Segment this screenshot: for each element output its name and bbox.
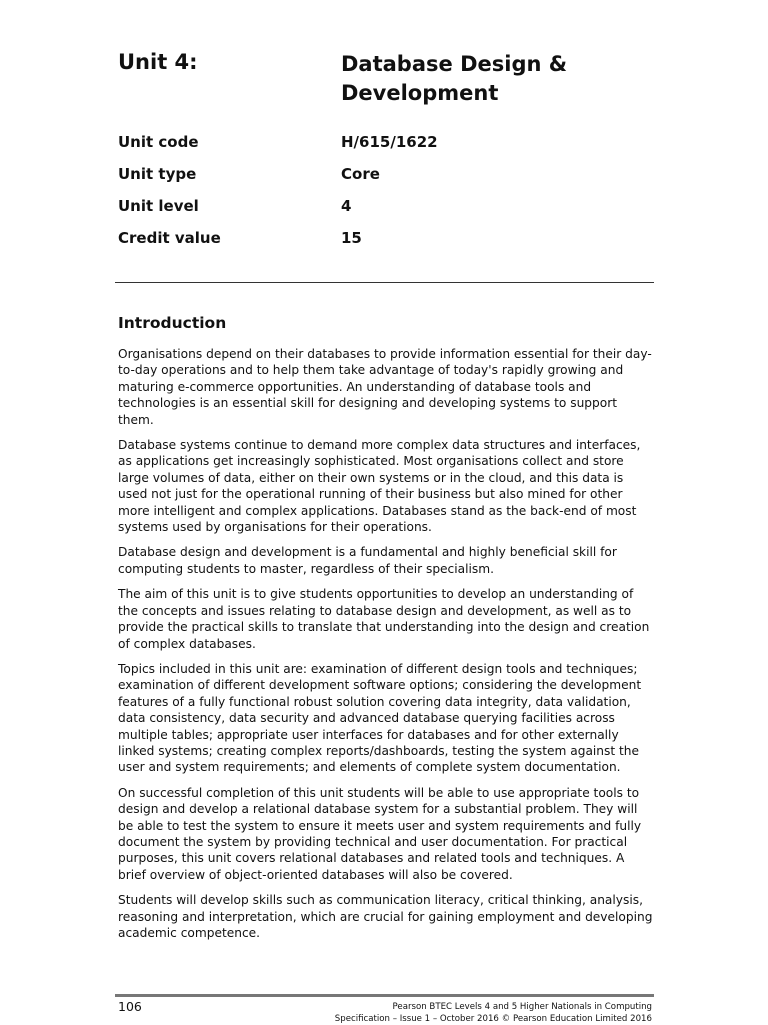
paragraph: Database systems continue to demand more complex data structures and interfaces, as applications get increasingly sophisticated. Most organisations collect and store large volumes of data, either on their own systems or in the cloud, and this data is used not just for the operational running of their business but also mined for other more intelligent and complex applications. Databases stand as the back-end of most systems used by organisations for their operations. bbox=[118, 438, 641, 535]
meta-value: Core bbox=[341, 165, 380, 183]
meta-value: H/615/1622 bbox=[341, 133, 438, 151]
footer-line-1: Pearson BTEC Levels 4 and 5 Higher Nationals in Computing bbox=[392, 1002, 652, 1012]
paragraph: Database design and development is a fundamental and highly beneficial skill for computing students to master, regardless of their specialism. bbox=[118, 545, 617, 576]
paragraph: Students will develop skills such as communication literacy, critical thinking, analysis, reasoning and interpretation, which are crucial for gaining employment and developing academic competence. bbox=[118, 893, 653, 940]
meta-value: 4 bbox=[341, 197, 352, 215]
meta-row-credit-value bbox=[118, 229, 678, 253]
meta-value: 15 bbox=[341, 229, 362, 247]
paragraph: Organisations depend on their databases to provide information essential for their day-to-day operations and to help them take advantage of today's rapidly growing and maturing e-commerce opportunities. An understanding of database tools and technologies is an essential skill for designing and developing systems to support them. bbox=[118, 347, 652, 427]
meta-row-unit-type bbox=[118, 165, 678, 189]
unit-title-heading: Database Design & Development bbox=[341, 52, 568, 105]
meta-row-unit-code bbox=[118, 133, 678, 157]
footer-divider bbox=[115, 994, 654, 997]
footer-line-2: Specification – Issue 1 – October 2016 © Pearson Education Limited 2016 bbox=[334, 1014, 652, 1024]
meta-row-unit-level bbox=[118, 197, 678, 221]
meta-key: Unit level bbox=[118, 197, 199, 215]
paragraph: The aim of this unit is to give students opportunities to develop an understanding of the concepts and issues relating to database design and development, as well as to provide the practical skills to translate that understanding into the design and creation of complex databases. bbox=[118, 587, 650, 651]
meta-key: Unit code bbox=[118, 133, 199, 151]
page-number: 106 bbox=[118, 999, 142, 1014]
introduction-heading: Introduction bbox=[118, 314, 227, 332]
paragraph: Topics included in this unit are: examination of different design tools and techniques; examination of different development software options; considering the development features of a fully functional robust solution covering data integrity, data validation, data consistency, data security and advanced database querying facilities across multiple tables; appropriate user interfaces for databases and for other externally linked systems; creating complex reports/dashboards, testing the system against the user and system requirements; and elements of complete system documentation. bbox=[118, 661, 642, 775]
meta-key: Credit value bbox=[118, 229, 221, 247]
introduction-body bbox=[118, 346, 654, 950]
meta-key: Unit type bbox=[118, 165, 197, 183]
unit-number-heading: Unit 4: bbox=[118, 50, 198, 74]
section-divider bbox=[115, 282, 654, 283]
paragraph: On successful completion of this unit students will be able to use appropriate tools to design and develop a relational database system for a substantial problem. They will be able to test the system to ensure it meets user and system requirements and fully document the system by providing technical and user documentation. For practical purposes, this unit covers relational databases and related tools and techniques. A brief overview of object-oriented databases will also be covered. bbox=[118, 785, 642, 882]
footer-publication-info bbox=[252, 1001, 652, 1025]
